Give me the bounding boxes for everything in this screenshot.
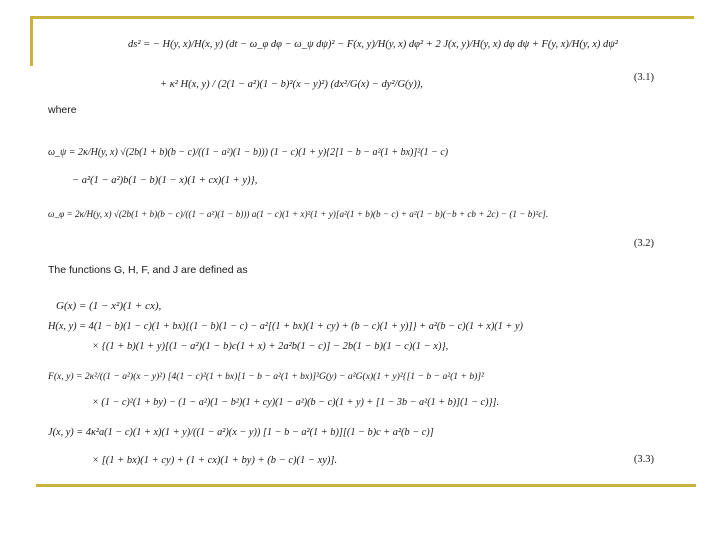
equation-number-3-1: (3.1) — [633, 72, 654, 83]
equation-panel — [48, 20, 658, 480]
equation-3-1-line-1: ds² = − H(y, x)/H(x, y) (dt − ω_φ dφ − ω_ψ dψ)² − F(x, y)/H(y, x) dφ² + 2 J(x, y)/H(y, x) dφ dψ + F(y, x)/H(y, x) dψ² — [128, 39, 618, 50]
frame-bottom-rule — [36, 484, 696, 487]
equation-3-3-G: G(x) = (1 − x²)(1 + cx), — [56, 300, 162, 312]
equation-3-3-J-line-1: J(x, y) = 4κ²a(1 − c)(1 + x)(1 + y)/((1 − a²)(x − y)) [1 − b − a²(1 + b)][(1 − b)c + a²(b − c)] — [48, 427, 434, 438]
equation-3-3-F-line-1: F(x, y) = 2κ²/((1 − a²)(x − y)²) [4(1 − c)²(1 + bx)[1 − b − a²(1 + bx)]²G(y) − a²G(x)(1 + y)²{[1 − b − a²(1 + b)]² — [48, 371, 484, 382]
equation-3-2-omega-psi-line-2: − a²(1 − a²)b(1 − b)(1 − x)(1 + cx)(1 + y)}, — [72, 175, 258, 186]
equation-3-3-J-line-2: × [(1 + bx)(1 + cy) + (1 + cx)(1 + by) + (b − c)(1 − xy)]. — [92, 455, 338, 466]
functions-intro-text: The functions G, H, F, and J are defined as — [48, 264, 248, 276]
where-text: where — [48, 104, 77, 116]
equation-3-3-F-line-2: × (1 − c)²(1 + by) − (1 − a²)(1 − b²)(1 + cy)(1 − a²)(b − c)(1 + y) + [1 − 3b − a²(1 + b)](1 − c)}]. — [92, 397, 500, 408]
equation-3-2-omega-phi: ω_φ = 2κ/H(y, x) √(2b(1 + b)(b − c)/((1 − a²)(1 − b))) a(1 − c)(1 + x)²(1 + y)[a²(1 + b)(b − c) + a²(1 − b)(−b + cb + 2c) − (1 − b)²c]. — [48, 209, 549, 219]
equation-3-2-omega-psi-line-1: ω_ψ = 2κ/H(y, x) √(2b(1 + b)(b − c)/((1 − a²)(1 − b))) (1 − c)(1 + y){2[1 − b − a²(1 + bx)]²(1 − c) — [48, 147, 449, 158]
equation-3-3-H-line-1: H(x, y) = 4(1 − b)(1 − c)(1 + bx){(1 − b)(1 − c) − a²[(1 + bx)(1 + cy) + (b − c)(1 + y)]} + a²(b − c)(1 + x)(1 + y) — [48, 321, 523, 332]
frame-left-rule — [30, 16, 33, 66]
equation-number-3-3: (3.3) — [633, 454, 654, 465]
equation-3-3-H-line-2: × {(1 + b)(1 + y)[(1 − a²)(1 − b)c(1 + x) + 2a²b(1 − c)] − 2b(1 − b)(1 − c)(1 − x)}, — [92, 341, 449, 352]
equation-3-1-line-2: + κ² H(x, y) / (2(1 − a²)(1 − b)²(x − y)²) (dx²/G(x) − dy²/G(y)), — [160, 79, 423, 90]
equation-number-3-2: (3.2) — [633, 238, 654, 249]
frame-top-rule — [30, 16, 694, 19]
